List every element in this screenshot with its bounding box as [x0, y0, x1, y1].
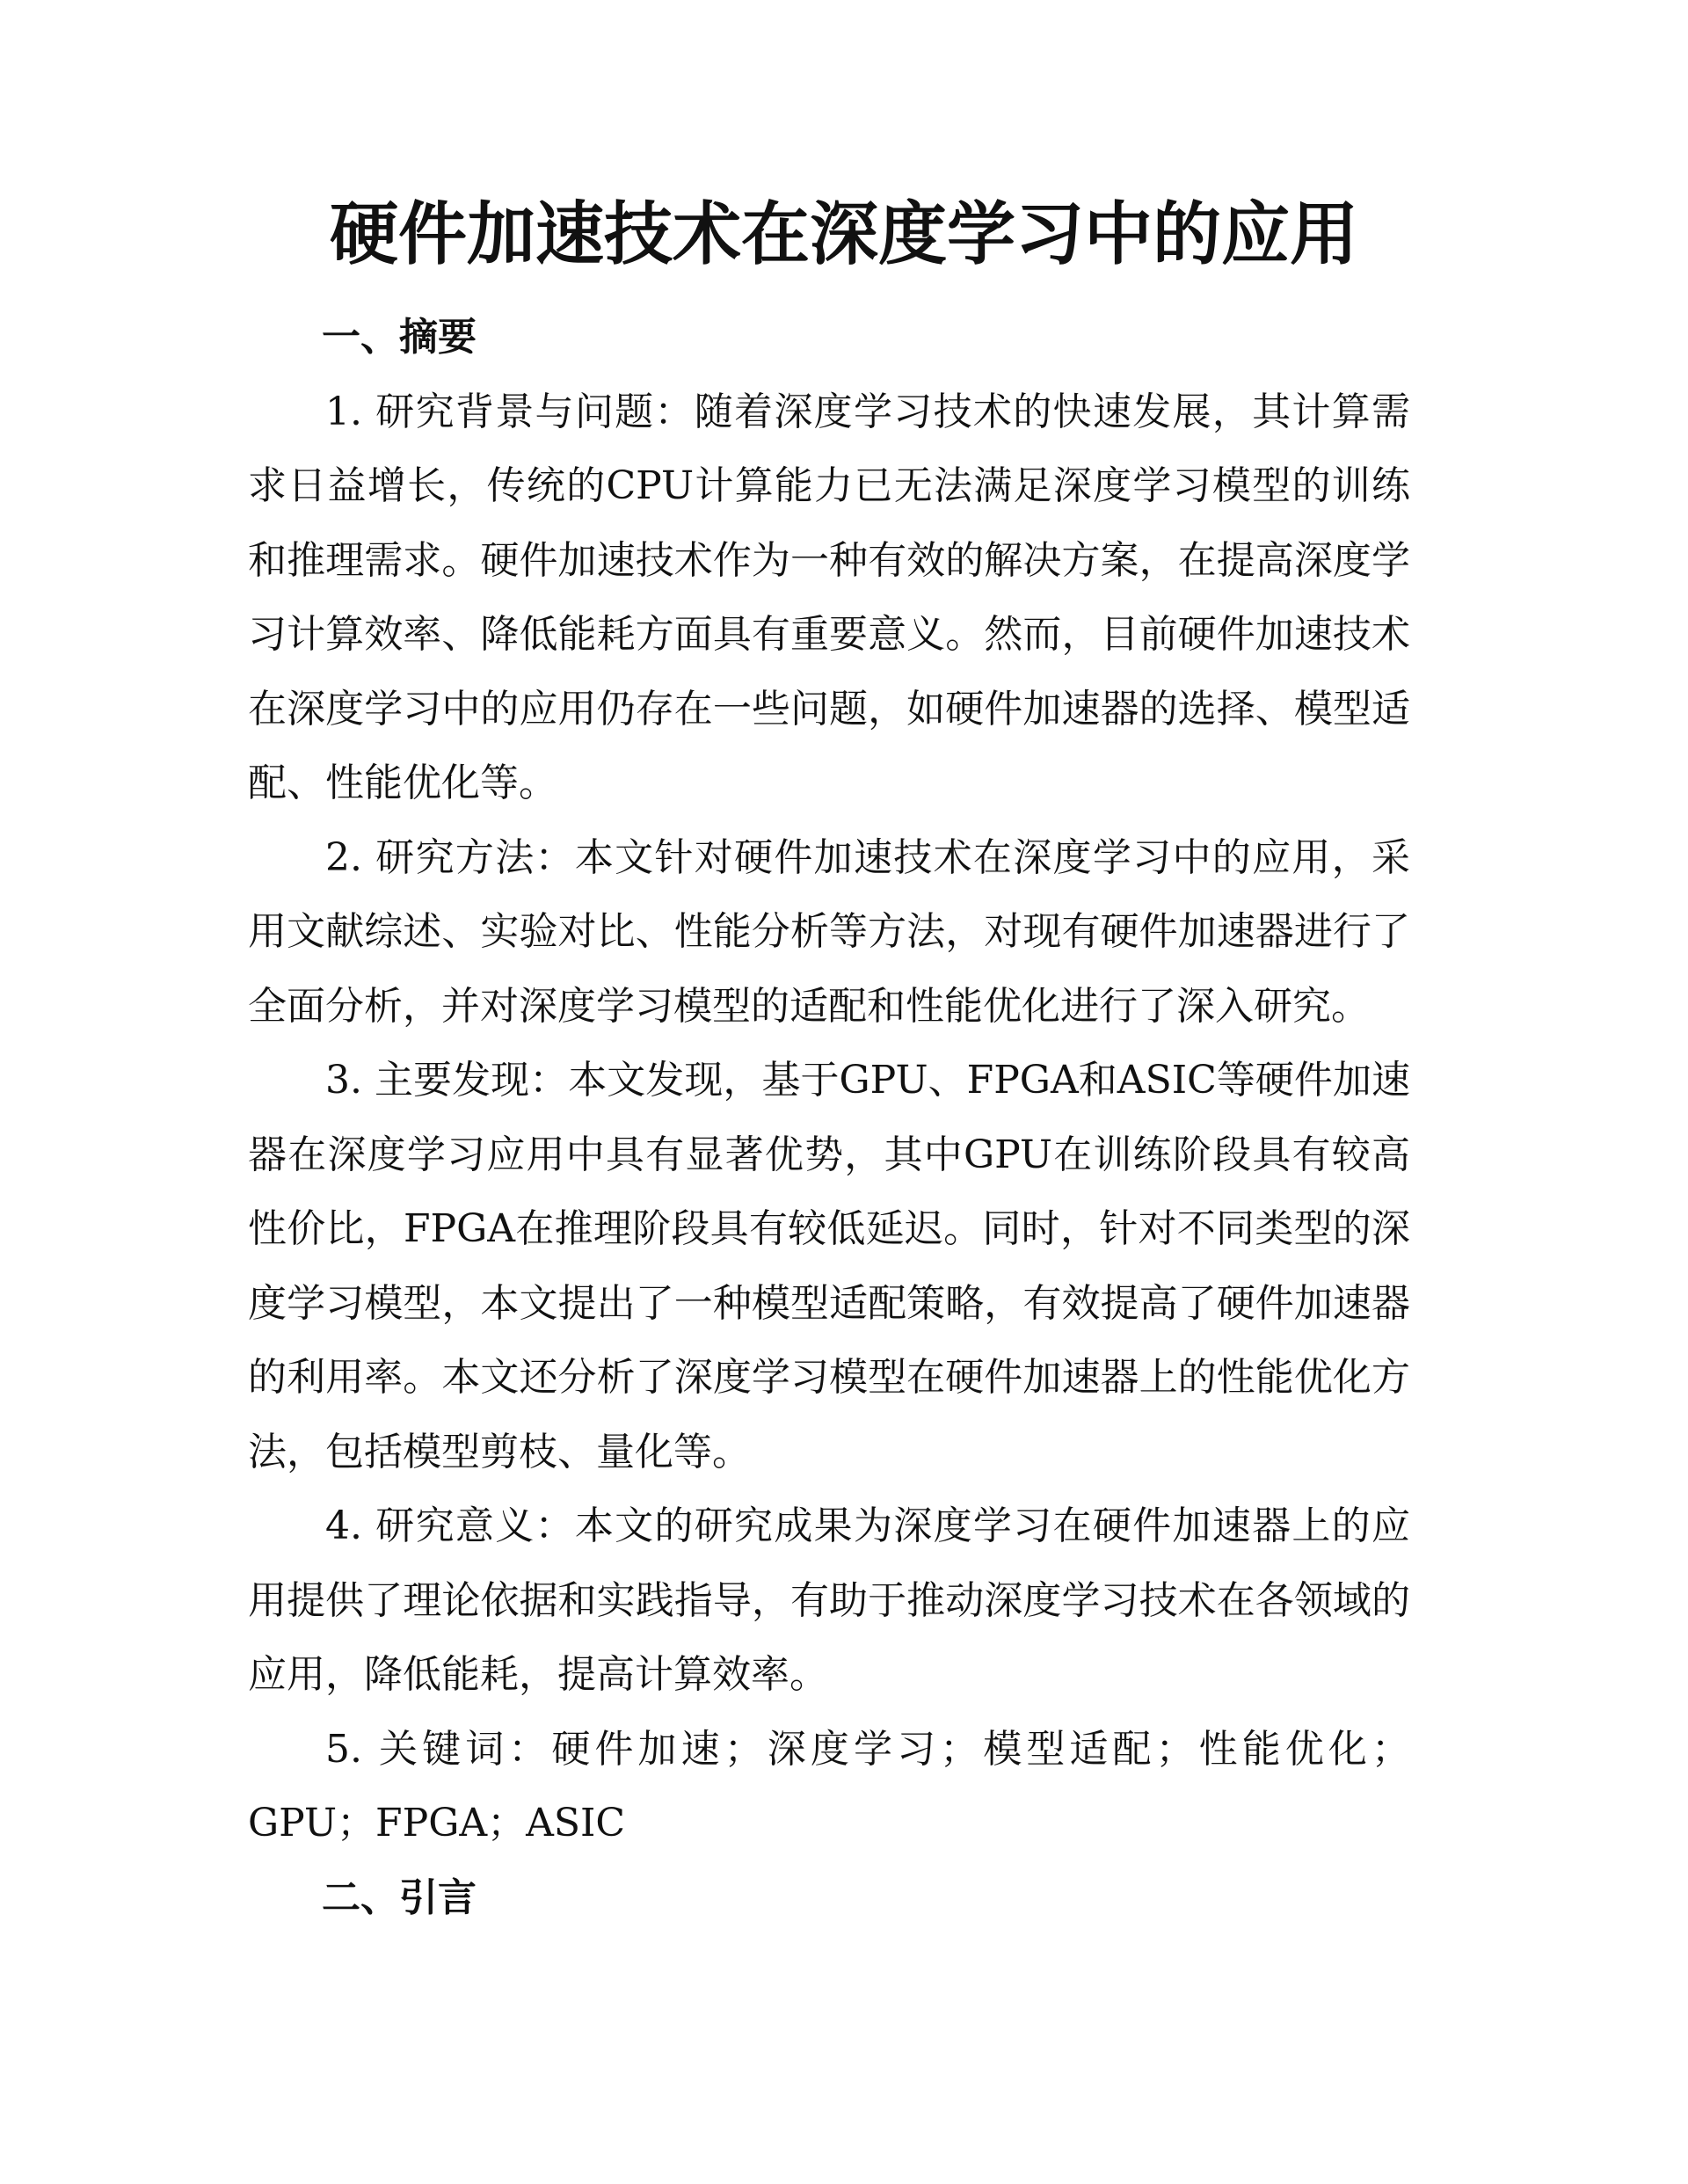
- abstract-paragraph-keywords: 5. 关键词：硬件加速；深度学习；模型适配；性能优化；GPU；FPGA；ASIC: [248, 1726, 1410, 1845]
- section-heading-introduction: 二、引言: [322, 1875, 477, 1920]
- document-body: [248, 301, 1410, 1935]
- section-heading-abstract: 一、摘要: [322, 315, 477, 360]
- document-title: 硬件加速技术在深度学习中的应用: [329, 194, 1358, 274]
- abstract-paragraph-background: 1. 研究背景与问题：随着深度学习技术的快速发展，其计算需求日益增长，传统的CPU计算能力已无法满足深度学习模型的训练和推理需求。硬件加速技术作为一种有效的解决方案，在提高深度学习计算效率、降低能耗方面具有重要意义。然而，目前硬件加速技术在深度学习中的应用仍存在一些问题，如硬件加速器的选择、模型适配、性能优化等。: [248, 389, 1410, 805]
- abstract-paragraph-findings: 3. 主要发现：本文发现，基于GPU、FPGA和ASIC等硬件加速器在深度学习应用中具有显著优势，其中GPU在训练阶段具有较高性价比，FPGA在推理阶段具有较低延迟。同时，针对不同类型的深度学习模型，本文提出了一种模型适配策略，有效提高了硬件加速器的利用率。本文还分析了深度学习模型在硬件加速器上的性能优化方法，包括模型剪枝、量化等。: [248, 1058, 1410, 1474]
- abstract-paragraph-methods: 2. 研究方法：本文针对硬件加速技术在深度学习中的应用，采用文献综述、实验对比、性能分析等方法，对现有硬件加速器进行了全面分析，并对深度学习模型的适配和性能优化进行了深入研究。: [248, 834, 1410, 1029]
- abstract-paragraph-significance: 4. 研究意义：本文的研究成果为深度学习在硬件加速器上的应用提供了理论依据和实践指导，有助于推动深度学习技术在各领域的应用，降低能耗，提高计算效率。: [248, 1503, 1410, 1697]
